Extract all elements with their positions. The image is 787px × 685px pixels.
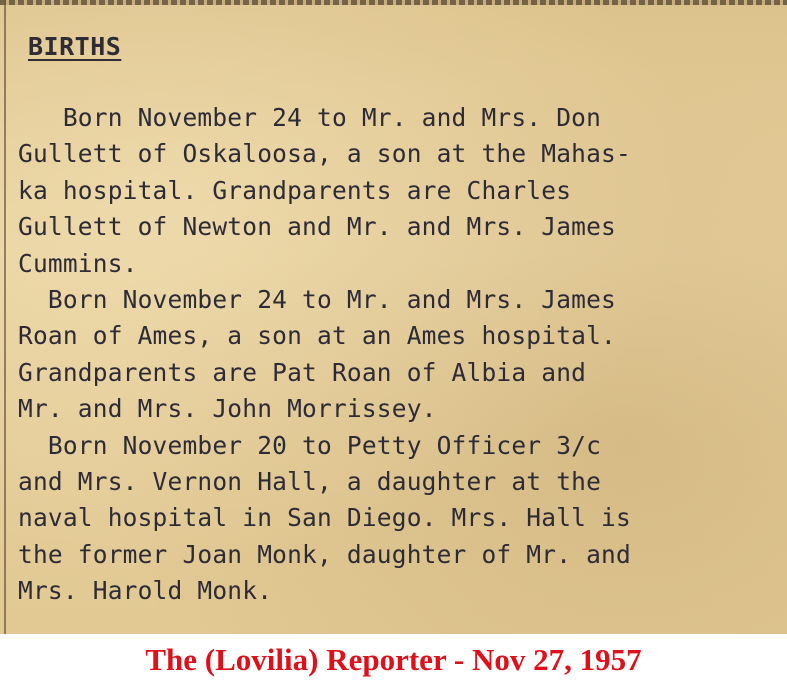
- article-line: Born November 24 to Mr. and Mrs. Don: [18, 103, 602, 132]
- source-caption: The (Lovilia) Reporter - Nov 27, 1957: [145, 642, 642, 677]
- article-line: the former Joan Monk, daughter of Mr. and: [18, 539, 631, 569]
- article-line: Cummins.: [18, 248, 138, 278]
- article-line: Born November 20 to Petty Officer 3/c: [18, 430, 602, 460]
- article-line: ka hospital. Grandparents are Charles: [18, 175, 572, 205]
- section-heading: BIRTHS: [28, 32, 122, 61]
- article-line: Gullett of Newton and Mr. and Mrs. James: [18, 212, 617, 242]
- article-line: Mrs. Harold Monk.: [18, 576, 273, 606]
- top-border-rule: [0, 0, 787, 5]
- article-line: Mr. and Mrs. John Morrissey.: [18, 394, 437, 424]
- article-line: Roan of Ames, a son at an Ames hospital.: [18, 321, 617, 351]
- article-line: Grandparents are Pat Roan of Albia and: [18, 357, 587, 387]
- article-line: and Mrs. Vernon Hall, a daughter at the: [18, 466, 602, 496]
- article-line: Gullett of Oskaloosa, a son at the Mahas-: [18, 139, 631, 169]
- left-border-rule: [4, 0, 6, 634]
- article-body: [18, 100, 783, 609]
- article-line: naval hospital in San Diego. Mrs. Hall is: [18, 503, 631, 533]
- article-line: Born November 24 to Mr. and Mrs. James: [18, 284, 617, 314]
